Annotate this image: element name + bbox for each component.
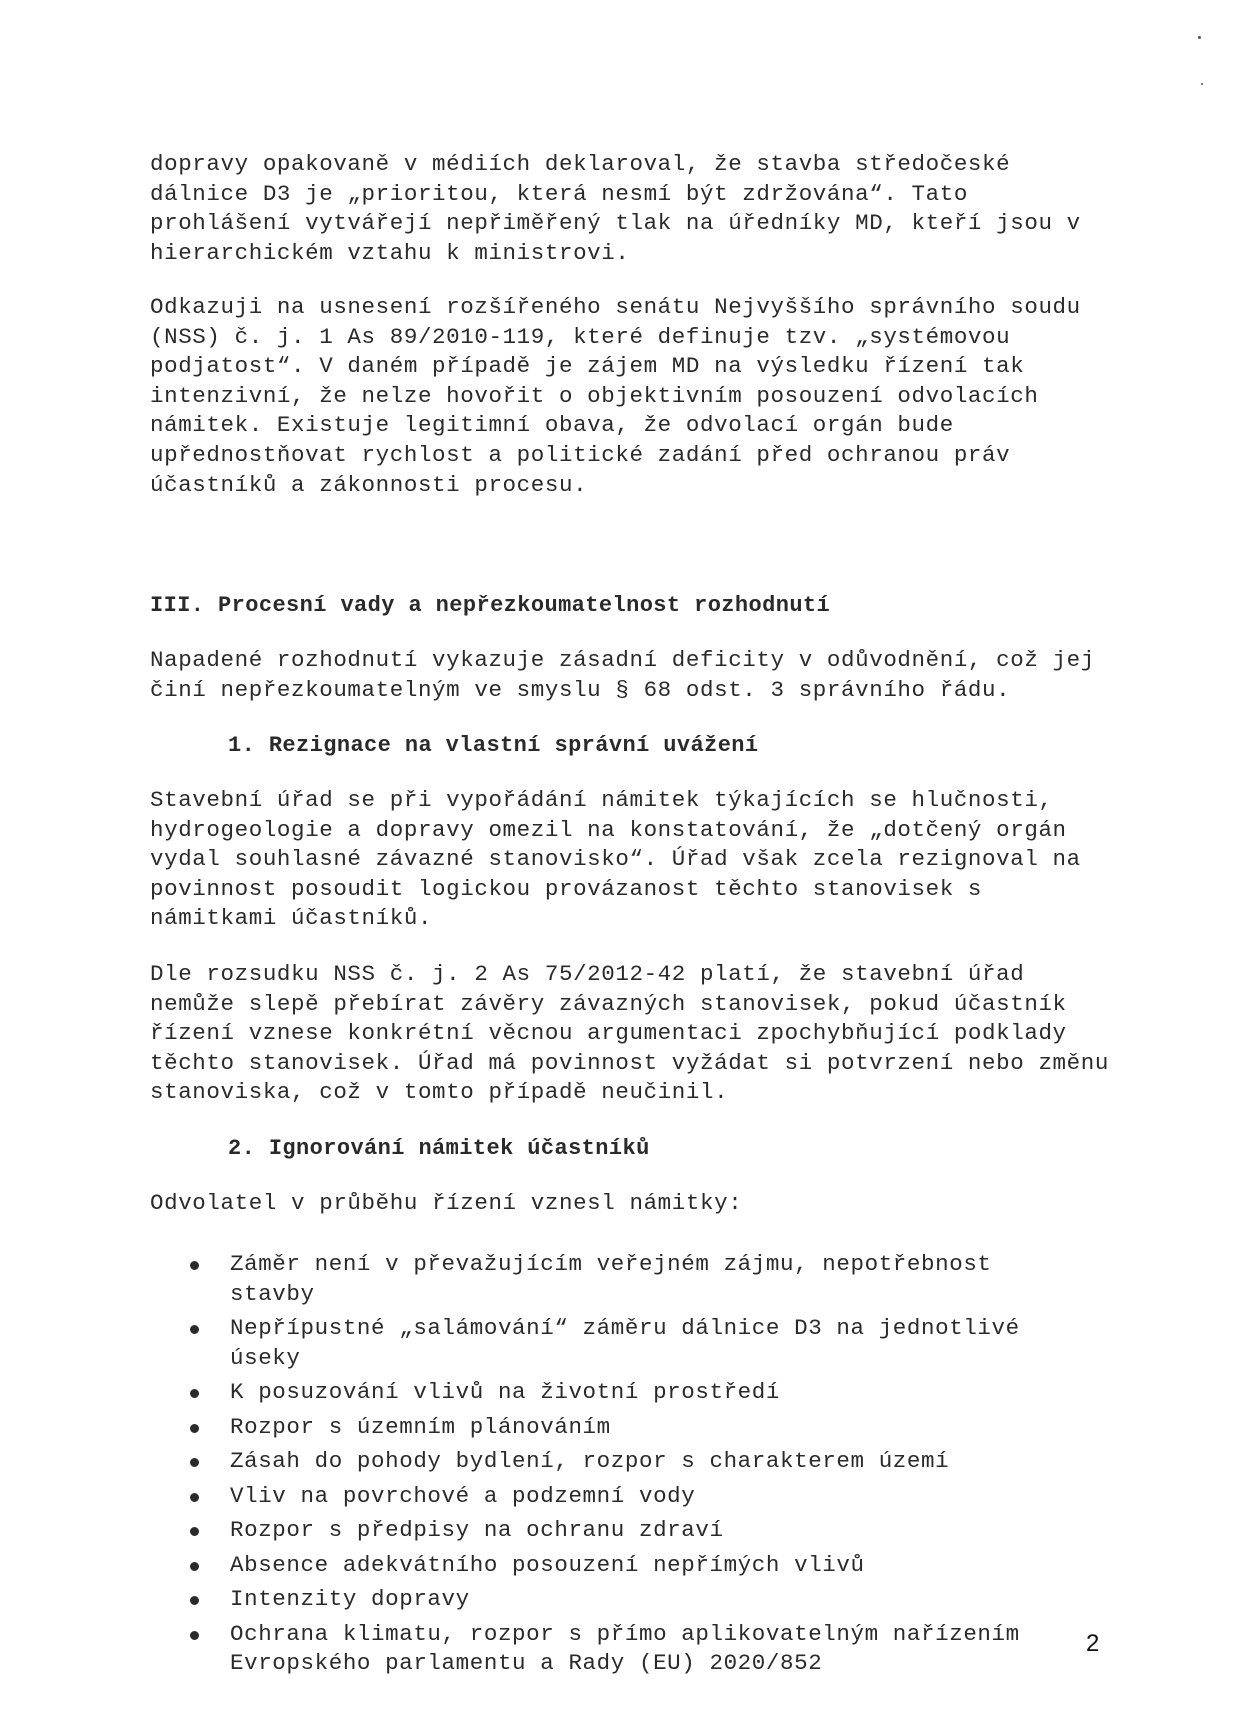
bullet-icon — [190, 1527, 199, 1536]
bullet-icon — [190, 1389, 199, 1398]
list-item: Nepřípustné „salámování“ záměru dálnice D3 na jednotlivé úseky — [190, 1314, 1090, 1373]
list-item: Rozpor s územním plánováním — [190, 1413, 1090, 1443]
bullet-icon — [190, 1562, 199, 1571]
subheading-title: Rezignace na vlastní správní uvážení — [268, 733, 759, 758]
list-item: Zásah do pohody bydlení, rozpor s charakterem území — [190, 1447, 1090, 1477]
section-heading-iii — [150, 593, 830, 618]
paragraph-objections-intro: Odvolatel v průběhu řízení vznesl námitky: — [150, 1190, 743, 1216]
bullet-icon — [190, 1631, 199, 1640]
paragraph-nss-judgment: Dle rozsudku NSS č. j. 2 As 75/2012-42 platí, že stavební úřad nemůže slepě přebírat závěry závazných stanovisek, pokud účastník řízení vznese konkrétní věcnou argumentaci zpochybňující podklady těchto stanovisek. Úřad má povinnost vyžádat si potvrzení nebo změnu stanoviska, což v tomto případě neučinil. — [150, 961, 1109, 1106]
subheading-title: Ignorování námitek účastníků — [268, 1136, 650, 1161]
section-number: III. — [150, 593, 205, 618]
list-item: Rozpor s předpisy na ochranu zdraví — [190, 1516, 1090, 1546]
bullet-icon — [190, 1261, 199, 1270]
subheading-2 — [228, 1136, 650, 1161]
bullet-icon — [190, 1424, 199, 1433]
list-item: K posuzování vlivů na životní prostředí — [190, 1378, 1090, 1408]
section-title: Procesní vady a nepřezkoumatelnost rozhodnutí — [218, 593, 831, 618]
list-item: Absence adekvátního posouzení nepřímých vlivů — [190, 1551, 1090, 1581]
list-item: Záměr není v převažujícím veřejném zájmu, nepotřebnost stavby — [190, 1250, 1090, 1309]
bullet-icon — [190, 1458, 199, 1467]
bullet-icon — [190, 1493, 199, 1502]
subheading-number: 2. — [228, 1136, 256, 1161]
paragraph-resignation: Stavební úřad se při vypořádání námitek týkajících se hlučnosti, hydrogeologie a dopravy omezil na konstatování, že „dotčený orgán vydal souhlasné závazné stanovisko“. Úřad však zcela rezignoval na povinnost posoudit logickou provázanost těchto stanovisek s námitkami účastníků. — [150, 787, 1081, 932]
list-item: Vliv na povrchové a podzemní vody — [190, 1482, 1090, 1512]
bullet-icon — [190, 1325, 199, 1334]
bullet-icon — [190, 1596, 199, 1605]
objections-list — [190, 1250, 1090, 1684]
subheading-number: 1. — [228, 733, 256, 758]
paragraph-systemic-bias: Odkazuji na usnesení rozšířeného senátu Nejvyššího správního soudu (NSS) č. j. 1 As 89/2010-119, které definuje tzv. „systémovou podjatost“. V daném případě je zájem MD na výsledku řízení tak intenzivní, že nelze hovořit o objektivním posouzení odvolacích námitek. Existuje legitimní obava, že odvolací orgán bude upřednostňovat rychlost a politické zadání před ochranou práv účastníků a zákonnosti procesu. — [150, 294, 1081, 498]
paragraph-deficits: Napadené rozhodnutí vykazuje zásadní deficity v odůvodnění, což jej činí nepřezkoumatelným ve smyslu § 68 odst. 3 správního řádu. — [150, 647, 1095, 703]
list-item: Ochrana klimatu, rozpor s přímo aplikovatelným nařízením Evropského parlamentu a Rady (EU) 2020/852 — [190, 1620, 1090, 1679]
subheading-1 — [228, 733, 759, 758]
page-number: 2 — [1086, 1630, 1100, 1657]
scan-speck — [1198, 36, 1201, 39]
paragraph-ministry-statements: dopravy opakovaně v médiích deklaroval, že stavba středočeské dálnice D3 je „prioritou, která nesmí být zdržována“. Tato prohlášení vytvářejí nepřiměřený tlak na úředníky MD, kteří jsou v hierarchickém vztahu k ministrovi. — [150, 151, 1081, 266]
list-item: Intenzity dopravy — [190, 1585, 1090, 1615]
scan-speck — [1201, 83, 1203, 85]
